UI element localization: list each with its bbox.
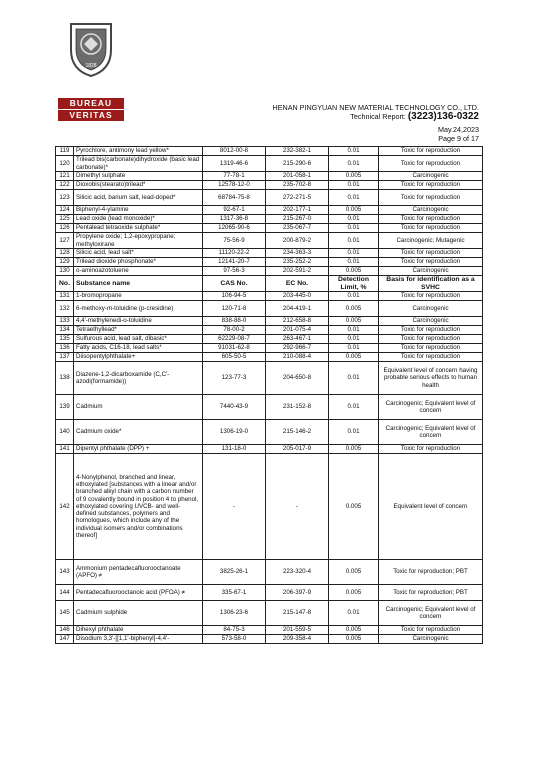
cell-cas: 573-58-0 [203,635,266,644]
cell-substance: Pentalead tetraoxide sulphate* [74,224,203,233]
cell-basis: Toxic for reproduction; PBT [379,585,483,601]
cell-limit: 0.01 [329,233,379,249]
cell-substance: Propylene oxide; 1,2-epoxypropane; methyloxirane [74,233,203,249]
table-row [56,353,483,362]
cell-cas: 106-94-5 [203,292,266,301]
cell-ec: 215-146-2 [266,420,329,445]
cell-substance: o-aminoazotoluene [74,267,203,276]
cell-cas: 605-50-5 [203,353,266,362]
table-row [56,233,483,249]
cell-no: 135 [56,335,74,344]
cell-limit: 0.01 [329,326,379,335]
brand-line-1: BUREAU [58,98,124,109]
cell-no: 119 [56,147,74,156]
cell-ec: 206-397-9 [266,585,329,601]
cell-basis: Carcinogenic; Mutagenic [379,233,483,249]
svg-text:1828: 1828 [85,63,97,69]
cell-substance: Fatty acids, C16-18, lead salts* [74,344,203,353]
cell-no: 131 [56,292,74,301]
cell-cas: 92-67-1 [203,206,266,215]
cell-limit: 0.005 [329,301,379,317]
cell-basis: Toxic for reproduction [379,626,483,635]
cell-ec: 200-879-2 [266,233,329,249]
cell-ec: 210-088-4 [266,353,329,362]
cell-no: 132 [56,301,74,317]
cell-limit: 0.005 [329,206,379,215]
cell-ec: 204-419-1 [266,301,329,317]
cell-cas: 1317-36-8 [203,215,266,224]
cell-basis: Carcinogenic [379,301,483,317]
cell-substance: Diisopentylphthalate+ [74,353,203,362]
cell-no: 141 [56,445,74,454]
table-row [56,147,483,156]
table-row [56,635,483,644]
cell-limit: 0.005 [329,267,379,276]
table-row [56,190,483,206]
cell-substance: Biphenyl-4-ylamine [74,206,203,215]
cell-substance: Dipentyl phthalate (DPP) + [74,445,203,454]
cell-no: 130 [56,267,74,276]
cell-basis: Carcinogenic [379,172,483,181]
cell-ec: 235-702-8 [266,181,329,190]
cell-limit: 0.005 [329,454,379,560]
table-row [56,267,483,276]
svhc-table-body [56,147,483,644]
cell-ec: 234-363-3 [266,249,329,258]
cell-cas: 12141-20-7 [203,258,266,267]
company-name: HENAN PINGYUAN NEW MATERIAL TECHNOLOGY CO., LTD. [272,103,479,112]
cell-substance: Cadmium sulphide [74,601,203,626]
table-row [56,215,483,224]
cell-substance: Trilead bis(carbonate)dihydroxide (basic lead carbonate)* [74,156,203,172]
cell-ec: 235-252-2 [266,258,329,267]
cell-basis: Toxic for reproduction [379,215,483,224]
cell-no: 136 [56,344,74,353]
table-row [56,292,483,301]
cell-cas: 12065-90-6 [203,224,266,233]
cell-substance: Cadmium oxide* [74,420,203,445]
cell-limit: 0.01 [329,335,379,344]
cell-basis: Carcinogenic [379,206,483,215]
cell-basis: Carcinogenic; Equivalent level of concern [379,420,483,445]
page-number: Page 9 of 17 [438,134,479,143]
cell-no: 143 [56,560,74,585]
cell-substance: 1-bromopropane [74,292,203,301]
cell-limit: 0.01 [329,344,379,353]
report-number: (3223)136-0322 [407,111,479,122]
table-row [56,362,483,395]
cell-cas: 1319-46-6 [203,156,266,172]
cell-limit: 0.01 [329,224,379,233]
cell-ec: 202-591-2 [266,267,329,276]
cell-no: 124 [56,206,74,215]
header-basis: Basis for identification as a SVHC [379,276,483,292]
cell-no: 125 [56,215,74,224]
cell-basis: Toxic for reproduction [379,335,483,344]
cell-cas: 11120-22-2 [203,249,266,258]
cell-substance: Tetraethyllead* [74,326,203,335]
cell-cas: 120-71-8 [203,301,266,317]
cell-limit: 0.01 [329,395,379,420]
cell-limit: 0.01 [329,190,379,206]
cell-substance: Silicic acid, lead salt* [74,249,203,258]
cell-substance: Dioxobis(stearato)trilead* [74,181,203,190]
cell-no: 145 [56,601,74,626]
cell-basis: Toxic for reproduction [379,190,483,206]
table-row [56,156,483,172]
cell-basis: Toxic for reproduction [379,353,483,362]
cell-basis: Toxic for reproduction [379,156,483,172]
cell-cas: 1306-19-0 [203,420,266,445]
cell-basis: Carcinogenic; Equivalent level of concern [379,601,483,626]
cell-no: 127 [56,233,74,249]
header-limit: Detection Limit, % [329,276,379,292]
cell-ec: 204-650-8 [266,362,329,395]
cell-no: 137 [56,353,74,362]
cell-ec: 215-290-6 [266,156,329,172]
header-substance: Substance name [74,276,203,292]
cell-limit: 0.005 [329,635,379,644]
cell-cas: 68784-75-8 [203,190,266,206]
report-label: Technical Report: [350,112,406,121]
cell-cas: - [203,454,266,560]
cell-limit: 0.01 [329,249,379,258]
cell-limit: 0.01 [329,258,379,267]
cell-ec: 209-358-4 [266,635,329,644]
cell-ec: 292-966-7 [266,344,329,353]
cell-no: 121 [56,172,74,181]
table-row [56,626,483,635]
cell-limit: 0.005 [329,585,379,601]
cell-ec: 272-271-5 [266,190,329,206]
cell-substance: Trilead dioxide phosphonate* [74,258,203,267]
cell-cas: 838-88-0 [203,317,266,326]
cell-basis: Toxic for reproduction [379,344,483,353]
cell-ec: 201-058-1 [266,172,329,181]
cell-substance: 4,4'-methylenedi-o-toluidine [74,317,203,326]
table-row [56,172,483,181]
cell-limit: 0.01 [329,215,379,224]
cell-cas: 62229-08-7 [203,335,266,344]
cell-ec: 212-658-8 [266,317,329,326]
cell-ec: 203-445-0 [266,292,329,301]
cell-cas: 123-77-3 [203,362,266,395]
cell-substance: Silicic acid, barium salt, lead-doped* [74,190,203,206]
table-row [56,224,483,233]
table-row [56,181,483,190]
cell-ec: 231-152-8 [266,395,329,420]
cell-basis: Toxic for reproduction [379,249,483,258]
cell-substance: Dimethyl sulphate [74,172,203,181]
table-row [56,601,483,626]
cell-basis: Toxic for reproduction [379,181,483,190]
table-row [56,344,483,353]
cell-ec: 232-382-1 [266,147,329,156]
cell-cas: 7440-43-9 [203,395,266,420]
cell-limit: 0.005 [329,445,379,454]
cell-cas: 12578-12-0 [203,181,266,190]
cell-no: 142 [56,454,74,560]
cell-substance: 4-Nonylphenol, branched and linear, ethoxylated [substances with a linear and/or branched alkyl chain with a carbon number of 9 covalently bound in position 4 to phenol, ethoxylated covering UVCB- and well-defined substances, polymers and homologues, which include any of the individual isomers and/or combinations thereof] [74,454,203,560]
cell-cas: 84-75-3 [203,626,266,635]
cell-cas: 75-56-9 [203,233,266,249]
seal-icon [66,20,116,78]
cell-ec: 223-320-4 [266,560,329,585]
table-row [56,206,483,215]
cell-no: 134 [56,326,74,335]
cell-no: 147 [56,635,74,644]
report-number-line [350,112,479,122]
cell-cas: 97-56-3 [203,267,266,276]
cell-no: 123 [56,190,74,206]
cell-basis: Toxic for reproduction [379,292,483,301]
cell-limit: 0.005 [329,172,379,181]
table-row [56,445,483,454]
cell-ec: 202-177-1 [266,206,329,215]
cell-basis: Carcinogenic; Equivalent level of concern [379,395,483,420]
cell-substance: Pentadecafluorooctanoic acid (PFOA) ≠ [74,585,203,601]
cell-ec: 263-467-1 [266,335,329,344]
cell-cas: 78-00-2 [203,326,266,335]
table-header-row [56,276,483,292]
cell-ec: 215-147-8 [266,601,329,626]
cell-ec: 235-067-7 [266,224,329,233]
table-row [56,301,483,317]
cell-basis: Toxic for reproduction [379,445,483,454]
cell-limit: 0.01 [329,292,379,301]
table-row [56,258,483,267]
cell-limit: 0.01 [329,181,379,190]
cell-cas: 335-67-1 [203,585,266,601]
cell-ec: - [266,454,329,560]
cell-substance: Diazene-1,2-dicarboxamide (C,C'-azodi(formamide)) [74,362,203,395]
cell-limit: 0.005 [329,353,379,362]
cell-no: 120 [56,156,74,172]
cell-substance: Pyrochlore, antimony lead yellow* [74,147,203,156]
cell-limit: 0.005 [329,317,379,326]
cell-limit: 0.01 [329,147,379,156]
cell-ec: 215-267-0 [266,215,329,224]
cell-cas: 3825-26-1 [203,560,266,585]
report-date: May.24,2023 [437,125,479,134]
cell-ec: 201-075-4 [266,326,329,335]
cell-basis: Toxic for reproduction [379,326,483,335]
cell-no: 126 [56,224,74,233]
cell-basis: Toxic for reproduction [379,224,483,233]
cell-basis: Carcinogenic [379,317,483,326]
cell-no: 133 [56,317,74,326]
cell-ec: 205-017-9 [266,445,329,454]
cell-substance: Dihexyl phthalate [74,626,203,635]
cell-no: 144 [56,585,74,601]
cell-substance: Sulfurous acid, lead salt, dibasic* [74,335,203,344]
cell-limit: 0.005 [329,626,379,635]
cell-no: 128 [56,249,74,258]
cell-substance: Disodium 3,3'-[[1,1'-biphenyl]-4,4'- [74,635,203,644]
cell-limit: 0.01 [329,156,379,172]
cell-no: 140 [56,420,74,445]
cell-basis: Equivalent level of concern [379,454,483,560]
cell-no: 146 [56,626,74,635]
cell-limit: 0.005 [329,560,379,585]
header-ec: EC No. [266,276,329,292]
table-row [56,560,483,585]
cell-basis: Toxic for reproduction [379,258,483,267]
cell-cas: 1306-23-6 [203,601,266,626]
cell-substance: 6-methoxy-m-toluidine (p-cresidine) [74,301,203,317]
cell-substance: Cadmium [74,395,203,420]
cell-basis: Toxic for reproduction [379,147,483,156]
cell-basis: Carcinogenic [379,267,483,276]
cell-limit: 0.01 [329,601,379,626]
table-row [56,326,483,335]
cell-no: 122 [56,181,74,190]
table-row [56,454,483,560]
table-row [56,317,483,326]
table-row [56,395,483,420]
cell-limit: 0.01 [329,362,379,395]
header-no: No. [56,276,74,292]
cell-limit: 0.01 [329,420,379,445]
table-row [56,585,483,601]
cell-cas: 8012-00-8 [203,147,266,156]
cell-substance: Ammonium pentadecafluorooctanoate (APFO) ≠ [74,560,203,585]
header-cas: CAS No. [203,276,266,292]
cell-basis: Equivalent level of concern having probable serious effects to human health [379,362,483,395]
cell-cas: 131-18-0 [203,445,266,454]
cell-no: 129 [56,258,74,267]
table-row [56,335,483,344]
cell-ec: 201-559-5 [266,626,329,635]
cell-basis: Toxic for reproduction; PBT [379,560,483,585]
cell-no: 138 [56,362,74,395]
cell-cas: 91031-62-8 [203,344,266,353]
cell-substance: Lead oxide (lead monoxide)* [74,215,203,224]
cell-cas: 77-78-1 [203,172,266,181]
svhc-table [55,146,483,644]
table-row [56,420,483,445]
table-row [56,249,483,258]
brand-line-2: VERITAS [58,110,124,121]
cell-basis: Carcinogenic [379,635,483,644]
cell-no: 139 [56,395,74,420]
